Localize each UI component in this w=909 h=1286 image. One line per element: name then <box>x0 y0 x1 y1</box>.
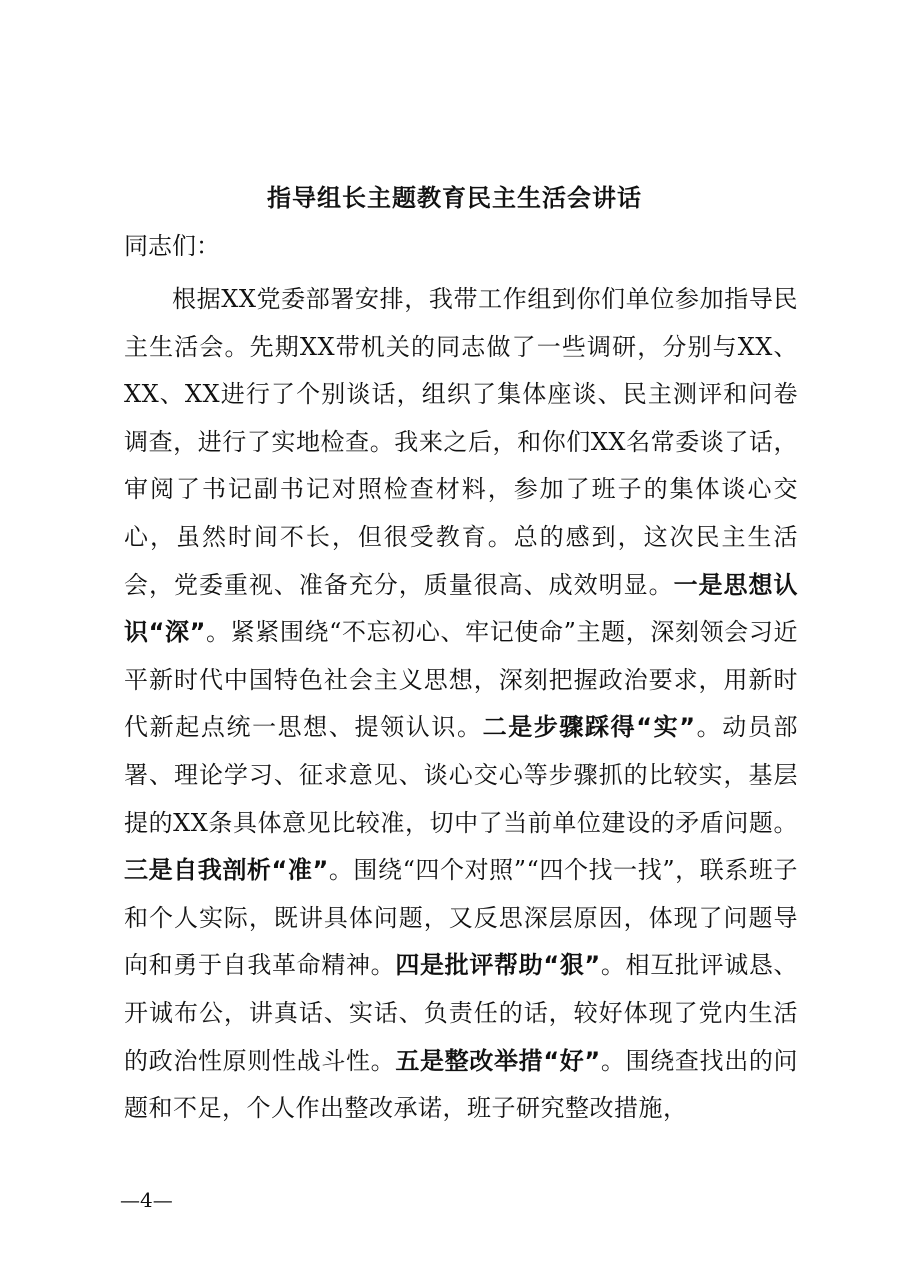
text-segment: 。动员部署、理论学习、征求意见、谈心交心等步骤抓的比较实，基层提的XX条具体意见比较准，切中了当前单位建设的矛盾问题。 <box>124 713 799 837</box>
text-segment: 。围绕查找出的问题和不足，个人作出整改承诺，班子研究整改措施， <box>124 1046 799 1123</box>
body-paragraph <box>124 276 798 1133</box>
salutation: 同志们： <box>124 232 220 260</box>
highlight-point-1: 一是思想认识“深” <box>124 570 799 647</box>
text-segment: 。相互批评诚恳、开诚布公，讲真话、实话、负责任的话，较好体现了党内生活的政治性原则性战斗性。 <box>124 951 799 1075</box>
page-number: —4— <box>120 1188 173 1212</box>
text-segment: 根据XX党委部署安排，我带工作组到你们单位参加指导民主生活会。先期XX带机关的同志做了一些调研，分别与XX、XX、XX进行了个别谈话，组织了集体座谈、民主测评和问卷调查，进行了实地检查。我来之后，和你们XX名常委谈了话，审阅了书记副书记对照检查材料，参加了班子的集体谈心交心，虽然时间不长，但很受教育。总的感到，这次民主生活会，党委重视、准备充分，质量很高、成效明显。 <box>124 285 798 599</box>
text-segment: 。围绕“四个对照”“四个找一找”，联系班子和个人实际，既讲具体问题，又反思深层原因，体现了问题导向和勇于自我革命精神。 <box>124 856 799 980</box>
page-title: 指导组长主题教育民主生活会讲话 <box>267 184 642 212</box>
text-segment: 。紧紧围绕“不忘初心、牢记使命”主题，深刻领会习近平新时代中国特色社会主义思想，深刻把握政治要求，用新时代新起点统一思想、提领认识。 <box>124 618 799 742</box>
highlight-point-5: 五是整改举措“好” <box>395 1046 601 1075</box>
highlight-point-2: 二是步骤踩得“实” <box>482 713 696 742</box>
highlight-point-3: 三是自我剖析“准” <box>124 856 329 885</box>
highlight-point-4: 四是批评帮助“狠” <box>395 951 601 980</box>
